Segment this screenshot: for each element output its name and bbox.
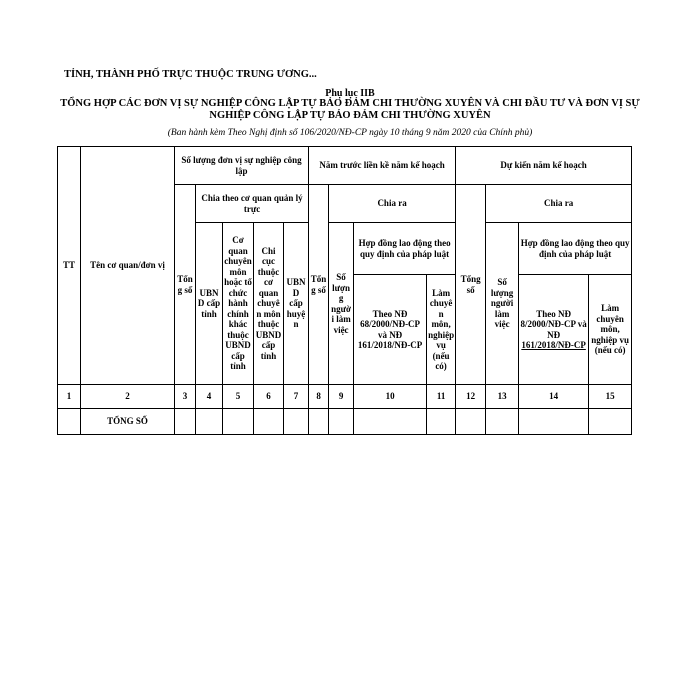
column-number-row [58,385,632,409]
province-line: TỈNH, THÀNH PHỐ TRỰC THUỘC TRUNG ƯƠNG... [64,69,317,80]
header-total-units: Tổng số [175,185,196,385]
header-hop-dong-prev: Hợp đồng lao động theo quy định của pháp luật [354,223,456,275]
total-row [58,409,632,435]
col-number: 2 [81,385,175,409]
total-cell [254,409,284,435]
header-ubnd-huyen: UBND cấp huyện [284,223,309,385]
header-plan-year: Dự kiến năm kế hoạch [456,147,632,185]
total-cell [427,409,456,435]
col-number: 3 [175,385,196,409]
header-name: Tên cơ quan/đơn vị [81,147,175,385]
header-co-quan: Cơ quan chuyên môn hoặc tổ chức hành chính khác thuộc UBND cấp tỉnh [223,223,254,385]
total-cell [284,409,309,435]
total-cell [309,409,329,435]
header-tt: TT [58,147,81,385]
header-ubnd-tinh: UBND cấp tỉnh [196,223,223,385]
summary-table [57,146,632,435]
header-by-agency: Chia theo cơ quan quản lý trực [196,185,309,223]
header-total-plan: Tổng số [456,185,486,385]
col-number: 14 [519,385,589,409]
header-theo-8-underlined: 161/2018/NĐ-CP [521,340,586,350]
header-chia-ra-prev: Chia ra [329,185,456,223]
header-total-prev: Tổng số [309,185,329,385]
col-number: 8 [309,385,329,409]
total-cell [329,409,354,435]
total-cell [456,409,486,435]
header-chi-cuc: Chi cục thuộc cơ quan chuyên môn thuộc UBND cấp tỉnh [254,223,284,385]
appendix-label: Phụ lục IIB [325,88,375,99]
total-cell [519,409,589,435]
total-cell [58,409,81,435]
header-so-luong-plan: Số lượng người làm việc [486,223,519,385]
col-number: 10 [354,385,427,409]
col-number: 6 [254,385,284,409]
document-title: TỔNG HỢP CÁC ĐƠN VỊ SỰ NGHIỆP CÔNG LẬP TỰ BẢO ĐẢM CHI THƯỜNG XUYÊN VÀ CHI ĐẦU TƯ VÀ ĐƠN VỊ SỰ NGHIỆP CÔNG LẬP TỰ BẢO ĐẢM CHI THƯỜNG XUYÊN [60,98,640,121]
header-prev-year: Năm trước liền kề năm kế hoạch [309,147,456,185]
header-theo-68: Theo NĐ 68/2000/NĐ-CP và NĐ 161/2018/NĐ-CP [354,275,427,385]
col-number: 1 [58,385,81,409]
total-cell [486,409,519,435]
total-cell [175,409,196,435]
header-units-count: Số lượng đơn vị sự nghiệp công lập [175,147,309,185]
header-lam-cm-prev: Làm chuyên môn, nghiệp vụ (nếu có) [427,275,456,385]
total-cell [196,409,223,435]
total-label: TỔNG SỐ [81,409,175,435]
header-so-luong-prev: Số lượng người làm việc [329,223,354,385]
header-hop-dong-plan: Hợp đồng lao động theo quy định của pháp luật [519,223,632,275]
header-lam-cm-plan: Làm chuyên môn, nghiệp vụ (nếu có) [589,275,632,385]
header-theo-8 [519,275,589,385]
col-number: 7 [284,385,309,409]
col-number: 13 [486,385,519,409]
col-number: 15 [589,385,632,409]
total-cell [354,409,427,435]
header-theo-8-text: Theo NĐ 8/2000/NĐ-CP và NĐ [520,308,587,340]
col-number: 12 [456,385,486,409]
total-cell [223,409,254,435]
total-cell [589,409,632,435]
document-subtitle: (Ban hành kèm Theo Nghị định số 106/2020/NĐ-CP ngày 10 tháng 9 năm 2020 của Chính phủ) [167,128,533,138]
col-number: 9 [329,385,354,409]
header-chia-ra-plan: Chia ra [486,185,632,223]
col-number: 4 [196,385,223,409]
col-number: 5 [223,385,254,409]
col-number: 11 [427,385,456,409]
